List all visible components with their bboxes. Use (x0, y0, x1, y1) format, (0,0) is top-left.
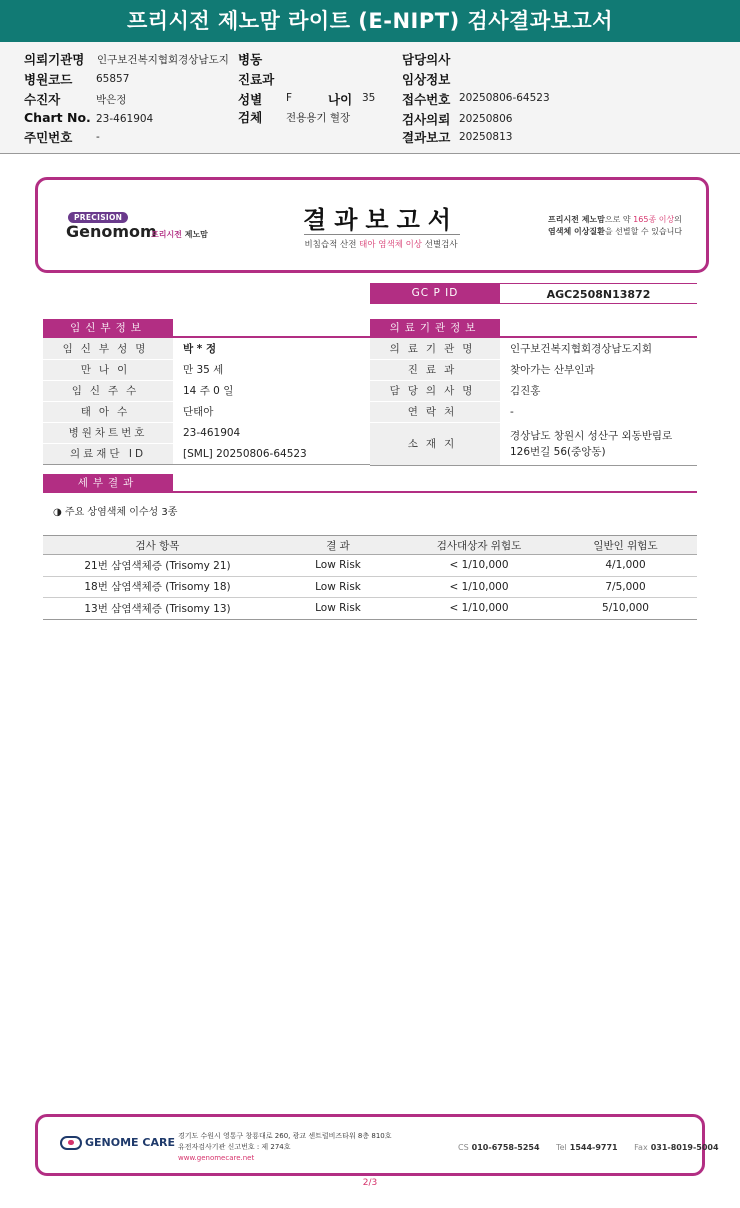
sex-label: 성별 (238, 92, 263, 107)
genomom-sub: 프리시전 제노맘 (151, 230, 208, 239)
table-row: 담당의사명 김진홍 (370, 380, 697, 401)
medical-info-table (370, 338, 697, 466)
doctor-label: 담당의사 (402, 52, 451, 67)
table-row: 의료기관명 인구보건복지협회경상남도지회 (370, 338, 697, 359)
table-row: 임신주수 14 주 0 일 (43, 380, 370, 401)
rrn-label: 주민번호 (24, 130, 73, 145)
footer-banner (35, 1114, 719, 1176)
banner-note: 프리시전 제노맘으로 약 165종 이상의 염색체 이상질환을 선별할 수 있습니다 (548, 215, 683, 236)
table-row: 13번 삼염색체증 (Trisomy 13) Low Risk < 1/10,000 5/10,000 (43, 598, 697, 620)
table-row: 임신부성명 박 * 정 (43, 338, 370, 359)
genomom-logo: Genomom (66, 222, 157, 241)
requested-label: 검사의뢰 (402, 112, 451, 127)
gc-pid-label: GC P ID (370, 283, 500, 304)
pregnant-info-table (43, 338, 370, 465)
clinical-label: 임상정보 (402, 72, 451, 87)
footer-url[interactable]: www.genomecare.net (178, 1154, 255, 1162)
table-row: 태아수 단태아 (43, 401, 370, 422)
rrn-value: - (96, 131, 100, 143)
table-row: 21번 삼염색체증 (Trisomy 21) Low Risk < 1/10,000 4/1,000 (43, 555, 697, 577)
age-value: 35 (362, 92, 376, 104)
result-table (43, 535, 697, 620)
hospital-code-value: 65857 (96, 73, 130, 85)
chart-label: Chart No. (24, 110, 91, 125)
banner-subtitle: 비침습적 산전 태아 염색체 이상 선별검사 (304, 240, 458, 250)
sex-value: F (286, 92, 293, 104)
ward-label: 병동 (238, 52, 263, 67)
institution-label: 의뢰기관명 (24, 52, 85, 67)
medical-info-heading: 의료기관정보 (370, 319, 500, 338)
patient-value: 박은정 (96, 94, 127, 106)
table-row: 만나이 만 35 세 (43, 359, 370, 380)
table-row: 진료과 찾아가는 산부인과 (370, 359, 697, 380)
table-row: 연락처 - (370, 401, 697, 422)
footer-contacts: CS 010-6758-5254 Tel 1544-9771 Fax 031-8019-5004 (458, 1143, 719, 1152)
banner-title: 결과보고서 (303, 206, 459, 234)
page-number: 2/3 (362, 1178, 378, 1188)
footer-address: 경기도 수원시 영통구 창룡대로 260, 광교 센트럴비즈타워 8층 810호 유전자검사기관 신고번호 : 제 274호 www.genomecare.net (178, 1132, 392, 1162)
receipt-label: 접수번호 (402, 92, 451, 107)
report-title: 프리시전 제노맘 라이트 (E-NIPT) 검사결과보고서 (0, 0, 740, 42)
detail-note: ◑ 주요 상염색체 이수성 3종 (53, 507, 178, 518)
table-row: 18번 삼염색체증 (Trisomy 18) Low Risk < 1/10,000 7/5,000 (43, 576, 697, 598)
precision-badge: PRECISION (68, 212, 128, 223)
gc-pid-value: AGC2508N13872 (500, 283, 697, 304)
receipt-value: 20250806-64523 (459, 92, 550, 104)
reported-value: 20250813 (459, 131, 513, 143)
detail-heading-line (173, 491, 697, 493)
genome-care-icon (60, 1136, 82, 1150)
table-row: 소재지 경상남도 창원시 성산구 외동반림로 126번길 56(중앙동) (370, 422, 697, 465)
requested-value: 20250806 (459, 113, 513, 125)
specimen-value: 전용용기 혈장 (286, 112, 351, 124)
banner-divider (304, 234, 460, 235)
detail-heading: 세부결과 (43, 474, 173, 493)
report-banner (35, 177, 709, 273)
institution-value: 인구보건복지협회경상남도지 (97, 54, 229, 66)
dept-label: 진료과 (238, 72, 275, 87)
patient-header (0, 42, 740, 154)
patient-label: 수진자 (24, 92, 61, 107)
table-row: 병원차트번호 23-461904 (43, 422, 370, 443)
hospital-code-label: 병원코드 (24, 72, 73, 87)
table-row: 의료재단 ID [SML] 20250806-64523 (43, 443, 370, 464)
reported-label: 결과보고 (402, 130, 451, 145)
genome-care-logo: GENOME CARE (60, 1136, 175, 1150)
chart-value: 23-461904 (96, 113, 154, 125)
specimen-label: 검체 (238, 110, 263, 125)
age-label: 나이 (328, 92, 353, 107)
table-header: 검사 항목 결 과 검사대상자 위험도 일반인 위험도 (43, 536, 697, 555)
pregnant-info-heading: 임신부정보 (43, 319, 173, 338)
